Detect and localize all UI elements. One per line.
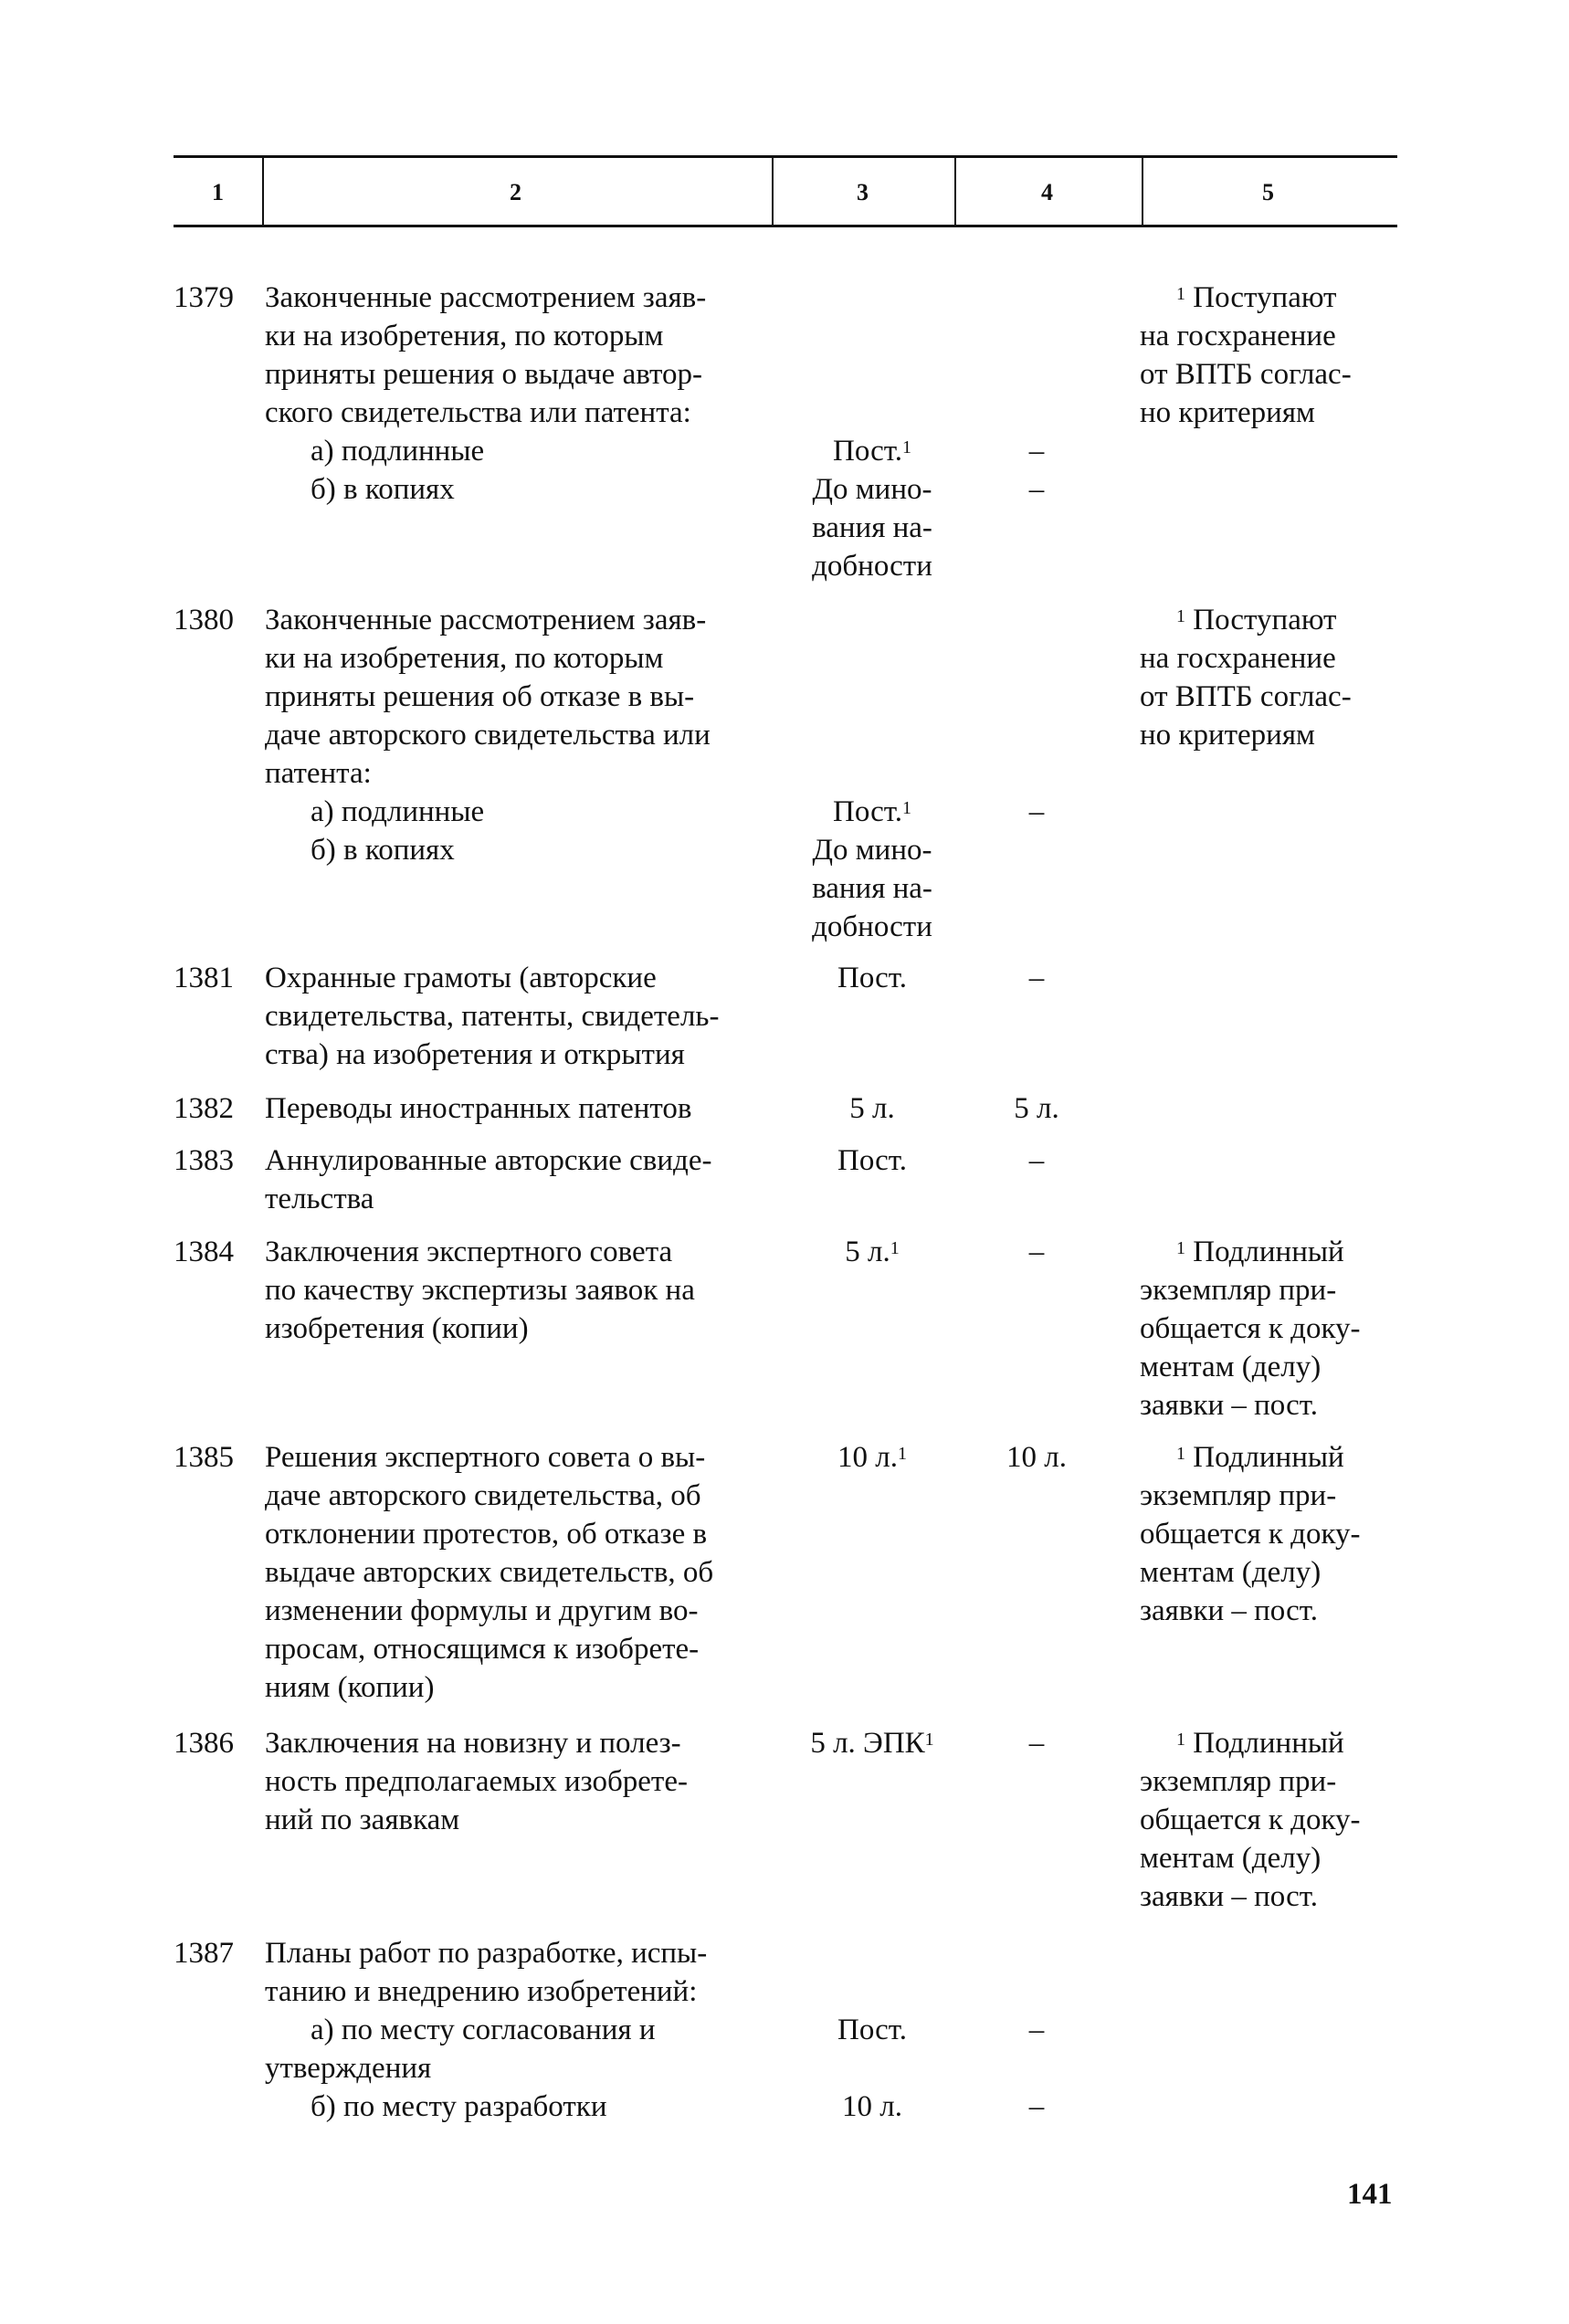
- retention-term: 10 л.$^1$: [837, 1441, 907, 1474]
- entry-number: 1384: [174, 1236, 234, 1268]
- entry-description: Планы работ по разработке, испы- танию и внедрению изобретений: а) по месту согласования и утверждения б) по месту разработки: [265, 1934, 776, 2126]
- subitem-b: б) в копиях: [311, 834, 455, 867]
- organization-term: –: [1028, 1236, 1045, 1268]
- entry-number: 1383: [174, 1144, 234, 1177]
- entry-description: Охранные грамоты (авторские свидетельства, патенты, свидетель- ства) на изобретения и открытия: [265, 962, 720, 1071]
- entry-note: $^1$ Подлинный экземпляр при- общается к доку- ментам (делу) заявки – пост.: [1140, 1236, 1361, 1422]
- retention-term: 5 л.: [849, 1092, 895, 1125]
- entry-note: $^1$ Поступают на госхранение от ВПТБ соглас- но критериям: [1140, 604, 1352, 752]
- header-col-4: 4: [1041, 179, 1053, 205]
- header-divider-3: [954, 155, 956, 227]
- header-col-2: 2: [510, 179, 521, 205]
- entry-number: 1382: [174, 1092, 234, 1125]
- entry-note: $^1$ Подлинный экземпляр при- общается к доку- ментам (делу) заявки – пост.: [1140, 1727, 1361, 1913]
- subitem-a: а) по месту согласования и: [311, 2014, 656, 2046]
- header-top-rule: [174, 155, 1397, 158]
- entry-description: Законченные рассмотрением заяв- ки на изобретения, по которым приняты решения о выдаче автор- ского свидетельства или патента: а) подлинные б) в копиях: [265, 279, 776, 509]
- header-divider-2: [772, 155, 774, 227]
- entry-number: 1380: [174, 604, 234, 636]
- subitem-b: б) в копиях: [311, 473, 455, 506]
- entry-description: Аннулированные авторские свиде- тельства: [265, 1144, 712, 1215]
- retention-term: Пост.$^1$ До мино- вания на- добности: [812, 795, 932, 943]
- entry-description: Законченные рассмотрением заяв- ки на изобретения, по которым приняты решения об отказе в вы- даче авторского свидетельства или патента: а) подлинные б) в копиях: [265, 601, 776, 869]
- header-divider-4: [1142, 155, 1143, 227]
- header-divider-1: [262, 155, 264, 227]
- subitem-a: а) подлинные: [311, 795, 485, 828]
- header-col-1: 1: [212, 179, 224, 205]
- organization-term: 5 л.: [1014, 1092, 1059, 1125]
- organization-term: – –: [1028, 435, 1045, 506]
- retention-term: Пост.$^1$ До мино- вания на- добности: [812, 435, 932, 583]
- page-number: 141: [1347, 2178, 1393, 2211]
- organization-term: 10 л.: [1006, 1441, 1067, 1474]
- entry-number: 1379: [174, 281, 234, 314]
- retention-term: 5 л. ЭПК$^1$: [810, 1727, 934, 1760]
- entry-description: Заключения экспертного совета по качеству экспертизы заявок на изобретения (копии): [265, 1236, 695, 1345]
- retention-term: Пост.: [837, 1144, 907, 1177]
- organization-term: –: [1028, 1144, 1045, 1177]
- entry-number: 1386: [174, 1727, 234, 1760]
- entry-number: 1381: [174, 962, 234, 994]
- entry-note: $^1$ Поступают на госхранение от ВПТБ соглас- но критериям: [1140, 281, 1352, 429]
- header-col-3: 3: [857, 179, 869, 205]
- entry-description: Переводы иностранных патентов: [265, 1092, 692, 1125]
- entry-number: 1385: [174, 1441, 234, 1474]
- header-col-5: 5: [1262, 179, 1274, 205]
- entry-note: $^1$ Подлинный экземпляр при- общается к доку- ментам (делу) заявки – пост.: [1140, 1441, 1361, 1627]
- entry-number: 1387: [174, 1937, 234, 1970]
- entry-description: Решения экспертного совета о вы- даче авторского свидетельства, об отклонении протестов, об отказе в выдаче авторских свидетельств, об изменении формулы и другим во- просам, относящимся к изобрете- ниям (копии): [265, 1441, 714, 1704]
- retention-term: Пост.: [837, 962, 907, 994]
- organization-term: –: [1028, 962, 1045, 994]
- header-bottom-rule: [174, 225, 1397, 227]
- subitem-b: б) по месту разработки: [311, 2090, 607, 2123]
- organization-term: – –: [1028, 2014, 1045, 2123]
- retention-term: Пост. 10 л.: [837, 2014, 907, 2123]
- organization-term: –: [1028, 795, 1045, 828]
- retention-term: 5 л.$^1$: [845, 1236, 900, 1268]
- subitem-a: а) подлинные: [311, 435, 485, 468]
- entry-description: Заключения на новизну и полез- ность предполагаемых изобрете- ний по заявкам: [265, 1727, 688, 1836]
- organization-term: –: [1028, 1727, 1045, 1760]
